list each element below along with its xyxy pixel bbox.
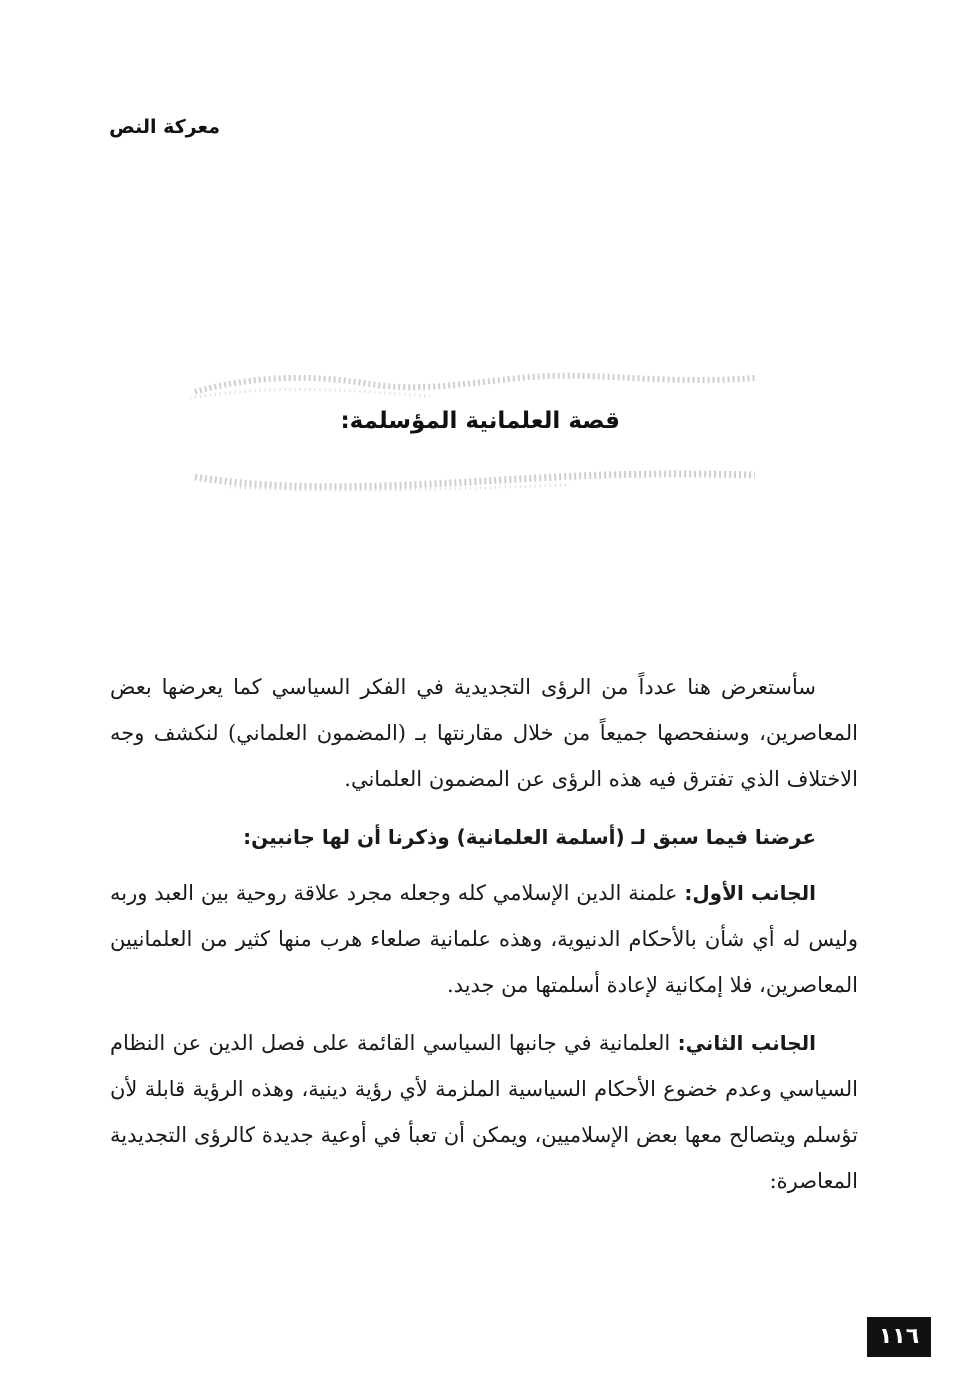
second-aspect-label: الجانب الثاني:	[677, 1031, 817, 1055]
body-text	[110, 664, 858, 1216]
section-title: قصة العلمانية المؤسلمة:	[340, 408, 620, 434]
intro-paragraph: سأستعرض هنا عدداً من الرؤى التجديدية في الفكر السياسي كما يعرضها بعض المعاصرين، وسنفحصها جميعاً من خلال مقارنتها بـ (المضمون العلماني) لنكشف وجه الاختلاف الذي تفترق فيه هذه الرؤى عن المضمون العلماني.	[110, 675, 858, 791]
banner-top-ornament	[190, 370, 760, 400]
banner-bottom-ornament	[190, 465, 760, 495]
second-aspect-text: العلمانية في جانبها السياسي القائمة على فصل الدين عن النظام السياسي وعدم خضوع الأحكام السياسية الملزمة لأي رؤية دينية، وهذه الرؤية قابلة لأن تؤسلم ويتصالح معها بعض الإسلاميين، ويمكن أن تعبأ في أوعية جديدة كالرؤى التجديدية المعاصرة:	[110, 1031, 858, 1193]
page-number-badge: ١١٦	[867, 1317, 931, 1357]
running-header-title: معركة النص	[109, 116, 220, 138]
first-aspect-label: الجانب الأول:	[684, 881, 816, 905]
second-aspect-paragraph	[110, 1020, 858, 1204]
first-aspect-paragraph	[110, 870, 858, 1008]
bold-statement-paragraph: عرضنا فيما سبق لـ (أسلمة العلمانية) وذكرنا أن لها جانبين:	[243, 825, 816, 849]
first-aspect-text: علمنة الدين الإسلامي كله وجعله مجرد علاقة روحية بين العبد وربه وليس له أي شأن بالأحكام الدنيوية، وهذه علمانية صلعاء هرب منها كثير من العلمانيين المعاصرين، فلا إمكانية لإعادة أسلمتها من جديد.	[110, 881, 858, 997]
